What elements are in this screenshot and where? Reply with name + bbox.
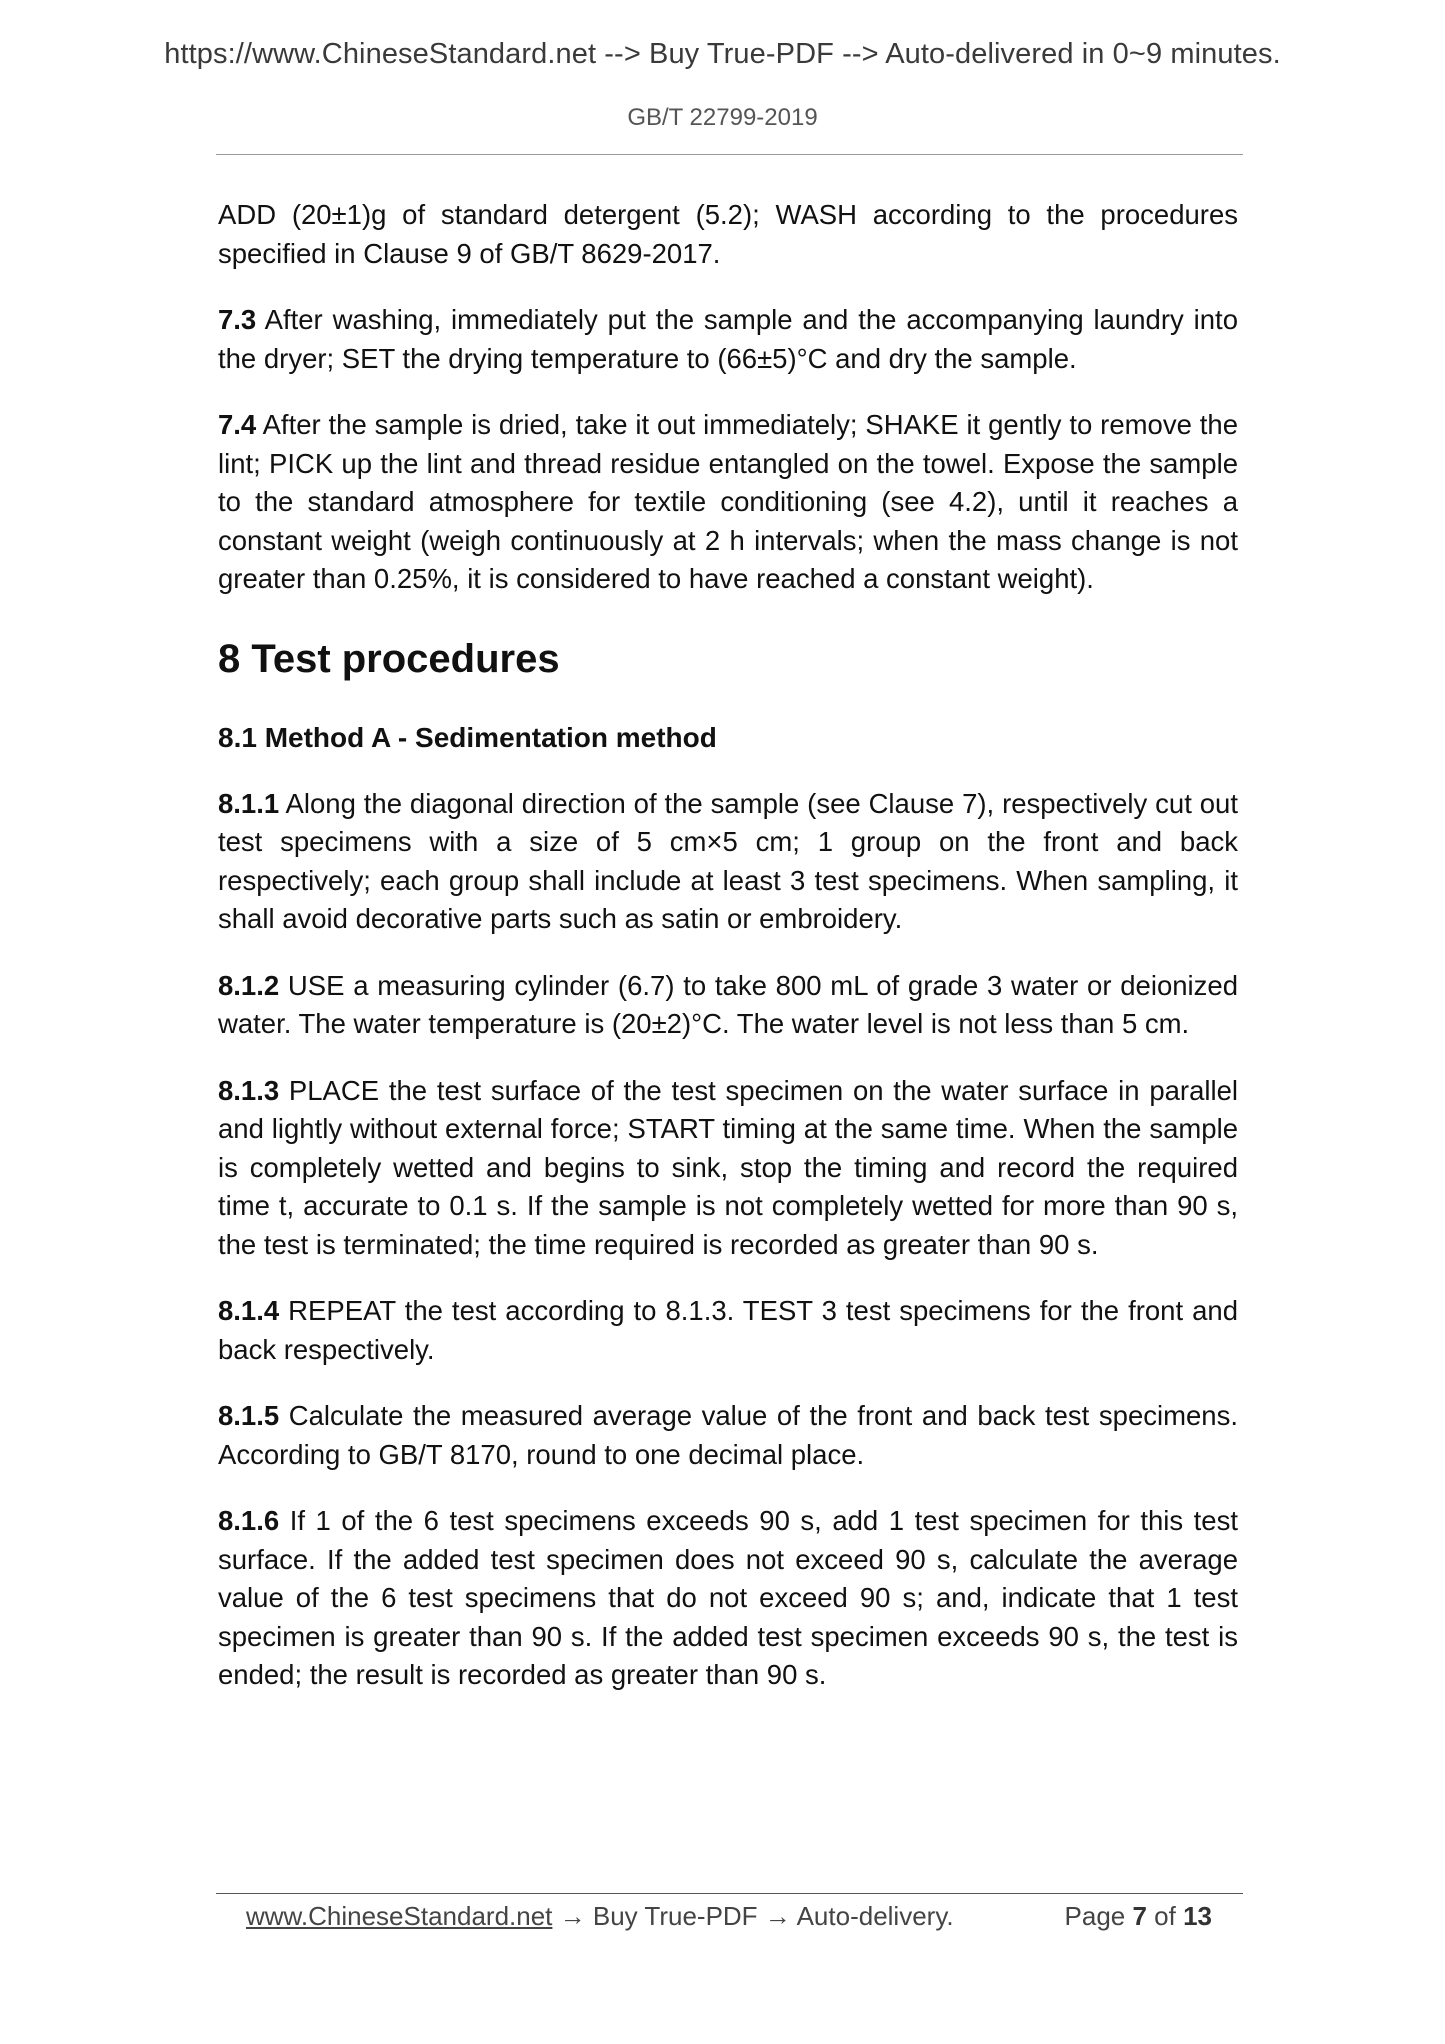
paragraph-text: If 1 of the 6 test specimens exceeds 90 s, add 1 test specimen for this test surface. If the added test specimen does not exceed 90 s, calculate the average value of the 6 test specimens that do not exceed 90 s; and, indicate that 1 test specimen is greater than 90 s. If the added test specimen exceeds 90 s, the test is ended; the result is recorded as greater than 90 s. (218, 1505, 1238, 1690)
paragraph-text: After washing, immediately put the sample and the accompanying laundry into the dryer; SET the drying temperature to (66±5)°C and dry the sample. (218, 304, 1238, 374)
clause-number: 8.1.6 (218, 1505, 280, 1536)
page-label: Page (1064, 1901, 1133, 1931)
paragraph-7-4 (218, 406, 1238, 599)
paragraph-8-1-6 (218, 1502, 1238, 1695)
footer-delivery-text: Auto-delivery. (796, 1901, 954, 1931)
arrow-right-icon: → (757, 1901, 797, 1931)
paragraph-text: REPEAT the test according to 8.1.3. TEST 3 test specimens for the front and back respectively. (218, 1295, 1238, 1365)
arrow-right-icon: → (552, 1901, 593, 1931)
total-pages-number: 13 (1183, 1901, 1212, 1931)
paragraph-8-1-4 (218, 1292, 1238, 1369)
footer-promo (246, 1896, 954, 1936)
paragraph-text: PLACE the test surface of the test specimen on the water surface in parallel and lightly without external force; START timing at the same time. When the sample is completely wetted and begins to sink, stop the timing and record the required time t, accurate to 0.1 s. If the sample is not completely wetted for more than 90 s, the test is terminated; the time required is recorded as greater than 90 s. (218, 1074, 1238, 1260)
page-content (218, 196, 1238, 1723)
paragraph-8-1-3 (218, 1072, 1238, 1265)
paragraph-intro (218, 196, 1238, 273)
section-8-1-heading: 8.1 Method A - Sedimentation method (218, 721, 717, 753)
current-page-number: 7 (1132, 1901, 1147, 1931)
paragraph-8-1-2 (218, 967, 1238, 1044)
clause-number: 7.4 (218, 409, 257, 440)
clause-number: 8.1.5 (218, 1400, 280, 1431)
paragraph-text: After the sample is dried, take it out immediately; SHAKE it gently to remove the lint; PICK up the lint and thread residue entangled on the towel. Expose the sample to the standard atmosphere for textile conditioning (see 4.2), until it reaches a constant weight (weigh continuously at 2 h intervals; when the mass change is not greater than 0.25%, it is considered to have reached a constant weight). (218, 409, 1238, 594)
paragraph-7-3 (218, 301, 1238, 378)
paragraph-text: USE a measuring cylinder (6.7) to take 800 mL of grade 3 water or deionized water. The water temperature is (20±2)°C. The water level is not less than 5 cm. (218, 969, 1238, 1039)
paragraph-text: Along the diagonal direction of the sample (see Clause 7), respectively cut out test specimens with a size of 5 cm×5 cm; 1 group on the front and back respectively; each group shall include at least 3 test specimens. When sampling, it shall avoid decorative parts such as satin or embroidery. (218, 787, 1238, 934)
paragraph-text: Calculate the measured average value of the front and back test specimens. According to GB/T 8170, round to one decimal place. (218, 1400, 1238, 1470)
footer-divider (216, 1893, 1243, 1894)
footer-website-link[interactable]: www.ChineseStandard.net (246, 1901, 553, 1931)
paragraph-8-1-1 (218, 785, 1238, 939)
page-indicator (1065, 1896, 1212, 1936)
top-banner: https://www.ChineseStandard.net --> Buy True-PDF --> Auto-delivered in 0~9 minutes. (164, 38, 1281, 70)
paragraph-8-1-5 (218, 1397, 1238, 1474)
clause-number: 7.3 (218, 304, 257, 335)
paragraph-text: ADD (20±1)g of standard detergent (5.2); WASH according to the procedures specified in Clause 9 of GB/T 8629-2017. (218, 199, 1238, 269)
header-divider (216, 154, 1243, 155)
footer-buy-text: Buy True-PDF (592, 1901, 758, 1931)
page-footer (246, 1896, 1236, 1936)
clause-number: 8.1.3 (218, 1074, 280, 1106)
section-8-heading: 8 Test procedures (218, 636, 560, 681)
of-label: of (1146, 1901, 1184, 1931)
clause-number: 8.1.4 (218, 1295, 280, 1326)
clause-number: 8.1.2 (218, 969, 280, 1001)
clause-number: 8.1.1 (218, 787, 280, 819)
document-code: GB/T 22799-2019 (627, 104, 818, 131)
